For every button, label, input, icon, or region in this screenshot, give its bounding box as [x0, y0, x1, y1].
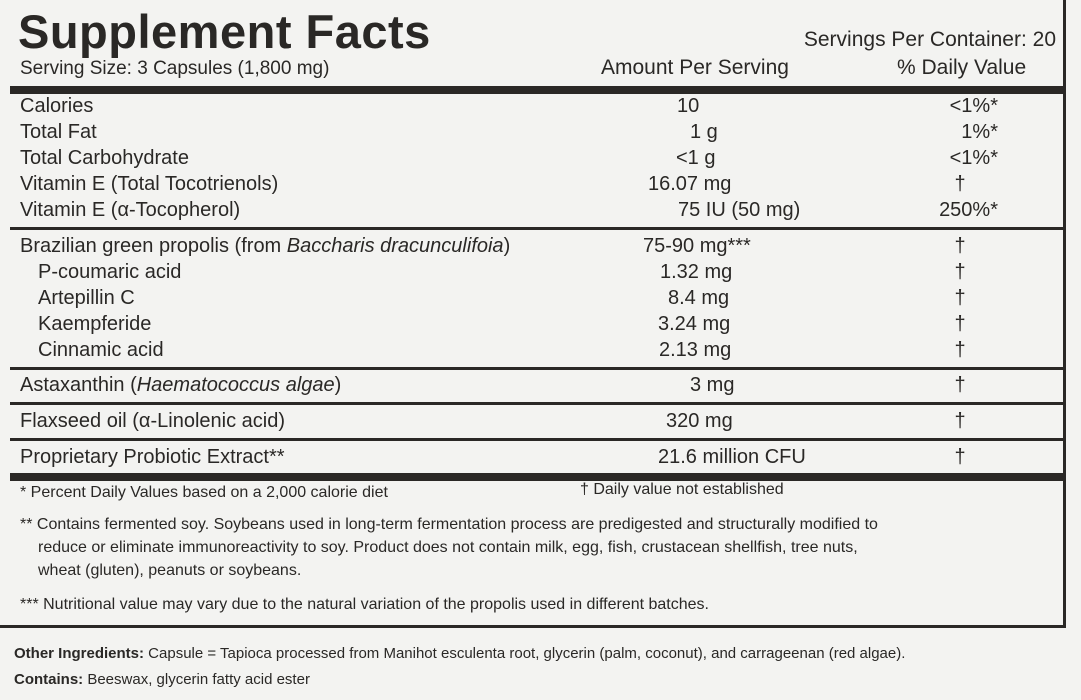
component-name: P-coumaric acid — [38, 261, 182, 283]
propolis-component-row — [0, 287, 1064, 313]
other-ingredients-text: Capsule = Tapioca processed from Manihot esculenta root, glycerin (palm, coconut), and carrageenan (red algae). — [144, 645, 906, 662]
serving-size: Serving Size: 3 Capsules (1,800 mg) — [20, 58, 330, 79]
component-amount: 2.13 mg — [659, 339, 732, 361]
component-dv: † — [954, 313, 966, 335]
propolis-component-row — [0, 339, 1064, 365]
flaxseed-amount: 320 mg — [666, 410, 733, 432]
amount-per-serving-header: Amount Per Serving — [601, 56, 789, 79]
nutrient-amount: <1 g — [676, 147, 716, 169]
astaxanthin-name: Astaxanthin (Haematococcus algae) — [20, 374, 342, 396]
header-divider — [10, 86, 1064, 94]
nutrient-row — [0, 173, 1064, 199]
nutrient-amount: 10 — [677, 95, 700, 117]
nutrient-dv: <1%* — [949, 95, 998, 117]
component-name: Kaempferide — [38, 313, 152, 335]
nutrient-row — [0, 95, 1064, 121]
nutrient-name: Vitamin E (α-Tocopherol) — [20, 199, 241, 221]
probiotic-row — [0, 446, 1064, 472]
other-ingredients-label: Other Ingredients: — [14, 645, 145, 662]
nutrient-amount: 1 g — [690, 121, 718, 143]
nutrient-amount: 75 IU (50 mg) — [678, 199, 801, 221]
section-divider — [10, 367, 1064, 370]
section-divider — [10, 227, 1064, 230]
nutrient-dv: † — [954, 173, 966, 195]
nutrient-dv: <1%* — [949, 147, 998, 169]
component-amount: 8.4 mg — [668, 287, 730, 309]
nutrient-name: Vitamin E (Total Tocotrienols) — [20, 173, 279, 195]
contains-text: Beeswax, glycerin fatty acid ester — [83, 671, 310, 688]
nutrient-amount: 16.07 mg — [648, 173, 732, 195]
propolis-row — [0, 235, 1064, 261]
nutrient-name: Total Carbohydrate — [20, 147, 189, 169]
nutrient-row — [0, 121, 1064, 147]
other-ingredients — [14, 645, 905, 662]
section-divider — [10, 402, 1064, 405]
flaxseed-row — [0, 410, 1064, 436]
flaxseed-name: Flaxseed oil (α-Linolenic acid) — [20, 410, 286, 432]
astaxanthin-dv: † — [954, 374, 966, 396]
footnote-variation: *** Nutritional value may vary due to the natural variation of the propolis used in different batches. — [20, 596, 709, 613]
nutrient-name: Calories — [20, 95, 94, 117]
footnote-soy-line2: reduce or eliminate immunoreactivity to soy. Product does not contain milk, egg, fish, crustacean shellfish, tree nuts, — [38, 539, 858, 556]
propolis-name: Brazilian green propolis (from Baccharis dracunculifoia) — [20, 235, 511, 257]
footnote-not-established: † Daily value not established — [580, 481, 784, 498]
probiotic-dv: † — [954, 446, 966, 468]
nutrient-row — [0, 147, 1064, 173]
propolis-amount: 75-90 mg*** — [643, 235, 751, 257]
astaxanthin-row — [0, 374, 1064, 400]
component-dv: † — [954, 261, 966, 283]
component-dv: † — [954, 287, 966, 309]
footnote-daily-values: * Percent Daily Values based on a 2,000 calorie diet — [20, 484, 388, 501]
footnote-soy-line3: wheat (gluten), peanuts or soybeans. — [38, 562, 302, 579]
component-amount: 1.32 mg — [660, 261, 733, 283]
servings-per-container: Servings Per Container: 20 — [803, 28, 1056, 51]
probiotic-amount: 21.6 million CFU — [658, 446, 806, 468]
contains-label: Contains: — [14, 671, 84, 688]
daily-value-header: % Daily Value — [897, 56, 1027, 79]
nutrient-row — [0, 199, 1064, 225]
flaxseed-dv: † — [954, 410, 966, 432]
contains — [14, 671, 310, 688]
nutrient-dv: 1%* — [961, 121, 998, 143]
section-divider — [10, 438, 1064, 441]
component-name: Artepillin C — [38, 287, 135, 309]
nutrient-dv: 250%* — [939, 199, 998, 221]
astaxanthin-amount: 3 mg — [690, 374, 735, 396]
propolis-component-row — [0, 261, 1064, 287]
probiotic-name: Proprietary Probiotic Extract** — [20, 446, 285, 468]
footnote-divider — [10, 473, 1064, 481]
panel-title: Supplement Facts — [18, 5, 431, 58]
propolis-component-row — [0, 313, 1064, 339]
component-amount: 3.24 mg — [658, 313, 731, 335]
component-name: Cinnamic acid — [38, 339, 164, 361]
component-dv: † — [954, 339, 966, 361]
propolis-dv: † — [954, 235, 966, 257]
nutrient-name: Total Fat — [20, 121, 97, 143]
footnote-soy: ** Contains fermented soy. Soybeans used in long-term fermentation process are predigested and structurally modified to — [20, 516, 878, 533]
